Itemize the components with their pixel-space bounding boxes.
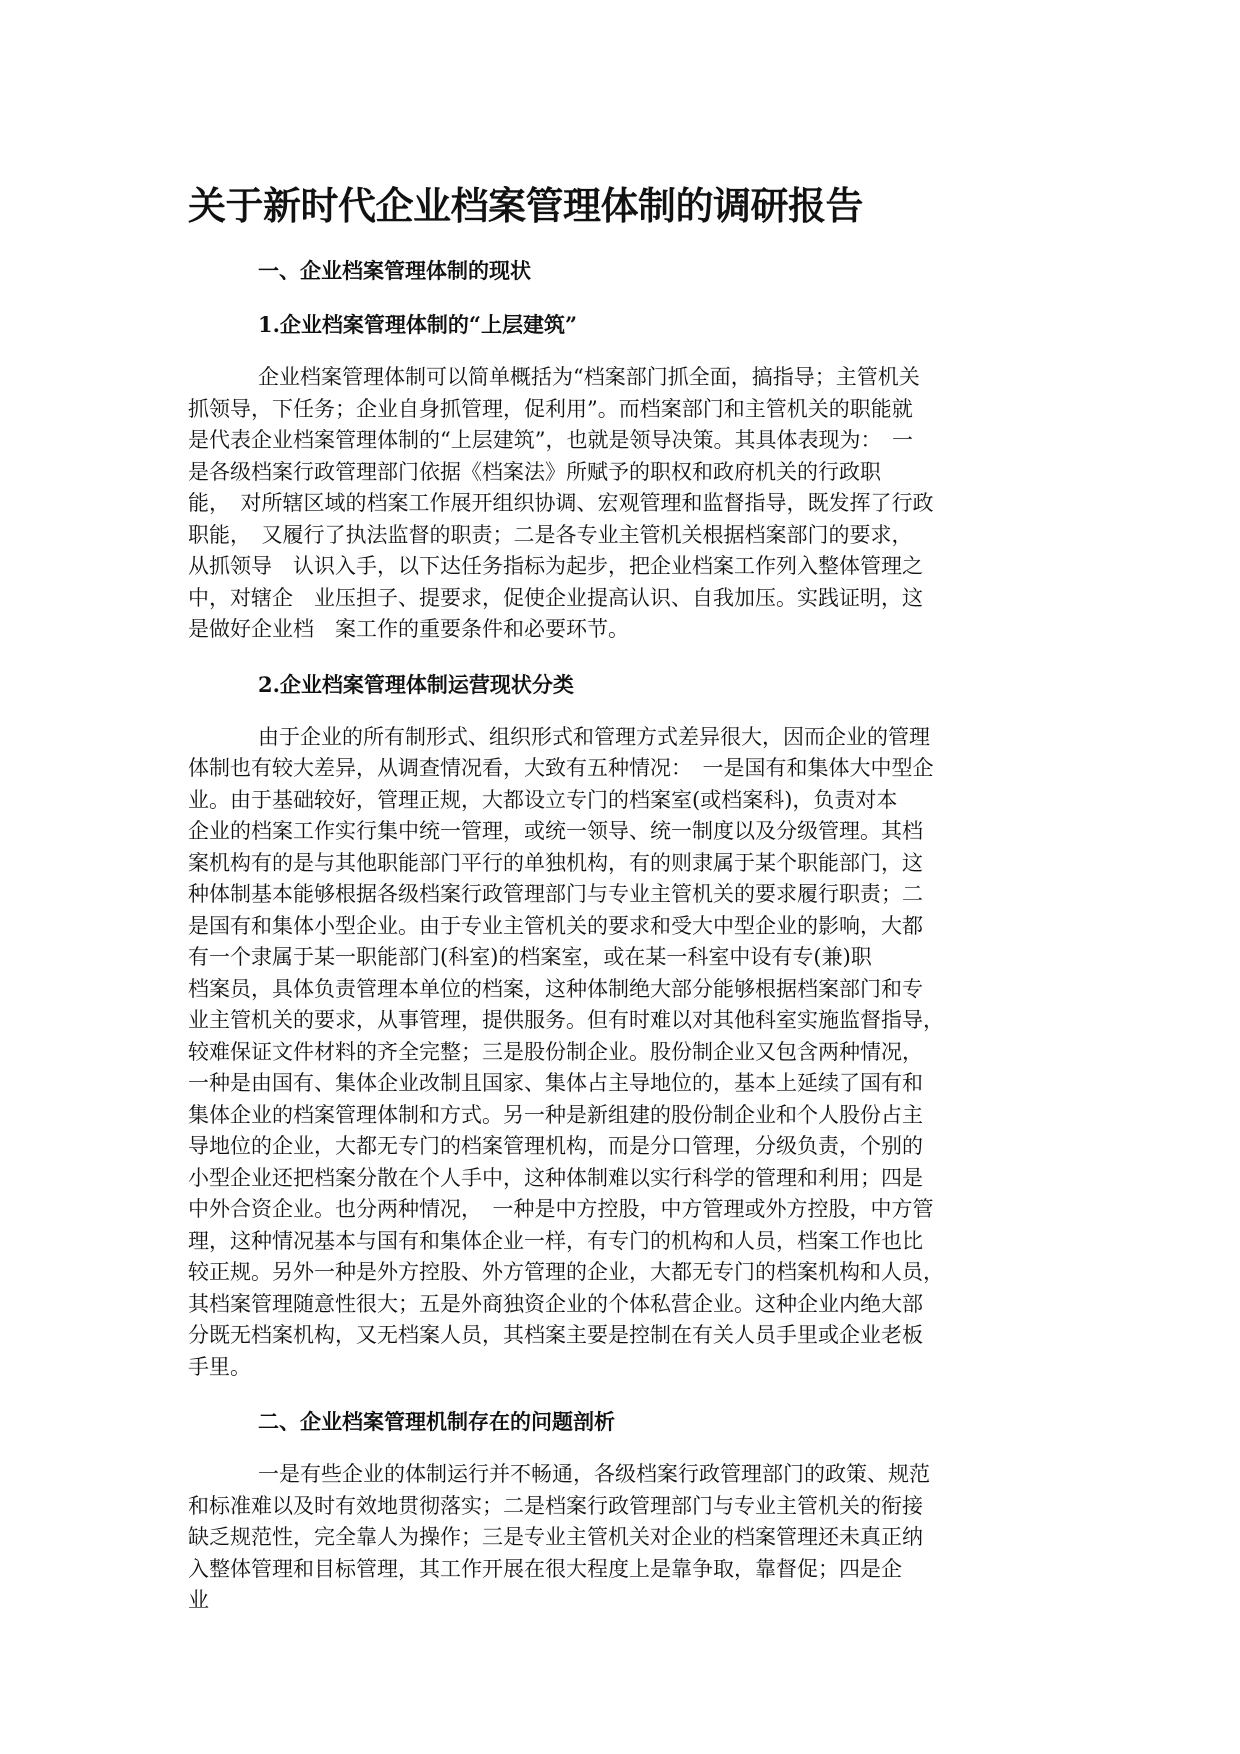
- text-line: 业。由于基础较好，管理正规，大都设立专门的档案室(或档案科)，负责对本: [188, 787, 898, 812]
- text-line: 较正规。另外一种是外方控股、外方管理的企业，大都无专门的档案机构和人员，: [188, 1260, 944, 1284]
- text-line: 是国有和集体小型企业。由于专业主管机关的要求和受大中型企业的影响，大都: [188, 913, 923, 938]
- text-line: 入整体管理和目标管理，其工作开展在很大程度上是靠争取，靠督促；四是企: [188, 1556, 902, 1581]
- text-line: 手里。: [188, 1354, 251, 1379]
- text-line: 种体制基本能够根据各级档案行政管理部门与专业主管机关的要求履行职责；二: [188, 882, 923, 906]
- text-line: 由于企业的所有制形式、组织形式和管理方式差异很大，因而企业的管理: [258, 724, 930, 749]
- text-line: 理，这种情况基本与国有和集体企业一样，有专门的机构和人员，档案工作也比: [188, 1228, 923, 1253]
- subsection-1-1-heading: 1.企业档案管理体制的“上层建筑”: [258, 312, 578, 337]
- text-line: 企业档案管理体制可以简单概括为“档案部门抓全面，搞指导；主管机关: [258, 365, 920, 389]
- text-line: 中，对辖企 业压担子、提要求，促使企业提高认识、自我加压。实践证明，这: [188, 585, 923, 610]
- section-1-heading: 一、企业档案管理体制的现状: [258, 258, 531, 283]
- text-line: 抓领导，下任务；企业自身抓管理，促利用”。而档案部门和主管机关的职能就: [188, 396, 913, 421]
- document-page: [188, 182, 1056, 1639]
- text-line: 是代表企业档案管理体制的“上层建筑”，也就是领导决策。其具体表现为： 一: [188, 428, 913, 452]
- text-line: 档案员，具体负责管理本单位的档案，这种体制绝大部分能够根据档案部门和专: [188, 976, 923, 1001]
- text-line: 一是有些企业的体制运行并不畅通，各级档案行政管理部门的政策、规范: [258, 1462, 930, 1486]
- text-line: 分既无档案机构，又无档案人员，其档案主要是控制在有关人员手里或企业老板: [188, 1323, 923, 1347]
- text-line: 中外合资企业。也分两种情况， 一种是中方控股，中方管理或外方控股，中方管: [188, 1197, 934, 1221]
- subsection-1-1-paragraph: [188, 362, 1056, 646]
- section-2-paragraph: [188, 1459, 1056, 1617]
- text-line: 体制也有较大差异，从调查情况看，大致有五种情况： 一是国有和集体大中型企: [188, 756, 934, 780]
- text-line: 一种是由国有、集体企业改制且国家、集体占主导地位的，基本上延续了国有和: [188, 1071, 923, 1095]
- text-line: 导地位的企业，大都无专门的档案管理机构，而是分口管理，分级负责，个别的: [188, 1134, 923, 1158]
- text-line: 业: [188, 1588, 209, 1612]
- text-line: 从抓领导 认识入手，以下达任务指标为起步，把企业档案工作列入整体管理之: [188, 554, 923, 578]
- text-line: 较难保证文件材料的齐全完整；三是股份制企业。股份制企业又包含两种情况，: [188, 1039, 923, 1064]
- text-line: 案机构有的是与其他职能部门平行的单独机构，有的则隶属于某个职能部门，这: [188, 850, 923, 875]
- text-line: 集体企业的档案管理体制和方式。另一种是新组建的股份制企业和个人股份占主: [188, 1102, 923, 1127]
- text-line: 业主管机关的要求，从事管理，提供服务。但有时难以对其他科室实施监督指导，: [188, 1008, 944, 1032]
- text-line: 有一个隶属于某一职能部门(科室)的档案室，或在某一科室中设有专(兼)职: [188, 945, 872, 969]
- text-line: 和标准难以及时有效地贯彻落实；二是档案行政管理部门与专业主管机关的衔接: [188, 1493, 923, 1518]
- text-line: 缺乏规范性，完全靠人为操作；三是专业主管机关对企业的档案管理还未真正纳: [188, 1525, 923, 1549]
- text-line: 职能， 又履行了执法监督的职责；二是各专业主管机关根据档案部门的要求，: [188, 522, 913, 547]
- text-line: 能， 对所辖区域的档案工作展开组织协调、宏观管理和监督指导，既发挥了行政: [188, 491, 934, 515]
- text-line: 是各级档案行政管理部门依据《档案法》所赋予的职权和政府机关的行政职: [188, 459, 881, 484]
- subsection-1-2-heading: 2.企业档案管理体制运营现状分类: [258, 671, 574, 697]
- text-line: 其档案管理随意性很大；五是外商独资企业的个体私营企业。这种企业内绝大部: [188, 1291, 923, 1316]
- text-line: 是做好企业档 案工作的重要条件和必要环节。: [188, 617, 629, 641]
- document-title: 关于新时代企业档案管理体制的调研报告: [188, 183, 864, 228]
- text-line: 小型企业还把档案分散在个人手中，这种体制难以实行科学的管理和利用；四是: [188, 1165, 923, 1190]
- section-2-heading: 二、企业档案管理机制存在的问题剖析: [258, 1409, 615, 1434]
- subsection-1-2-paragraph: [188, 722, 1056, 1384]
- text-line: 企业的档案工作实行集中统一管理，或统一领导、统一制度以及分级管理。其档: [188, 819, 923, 843]
